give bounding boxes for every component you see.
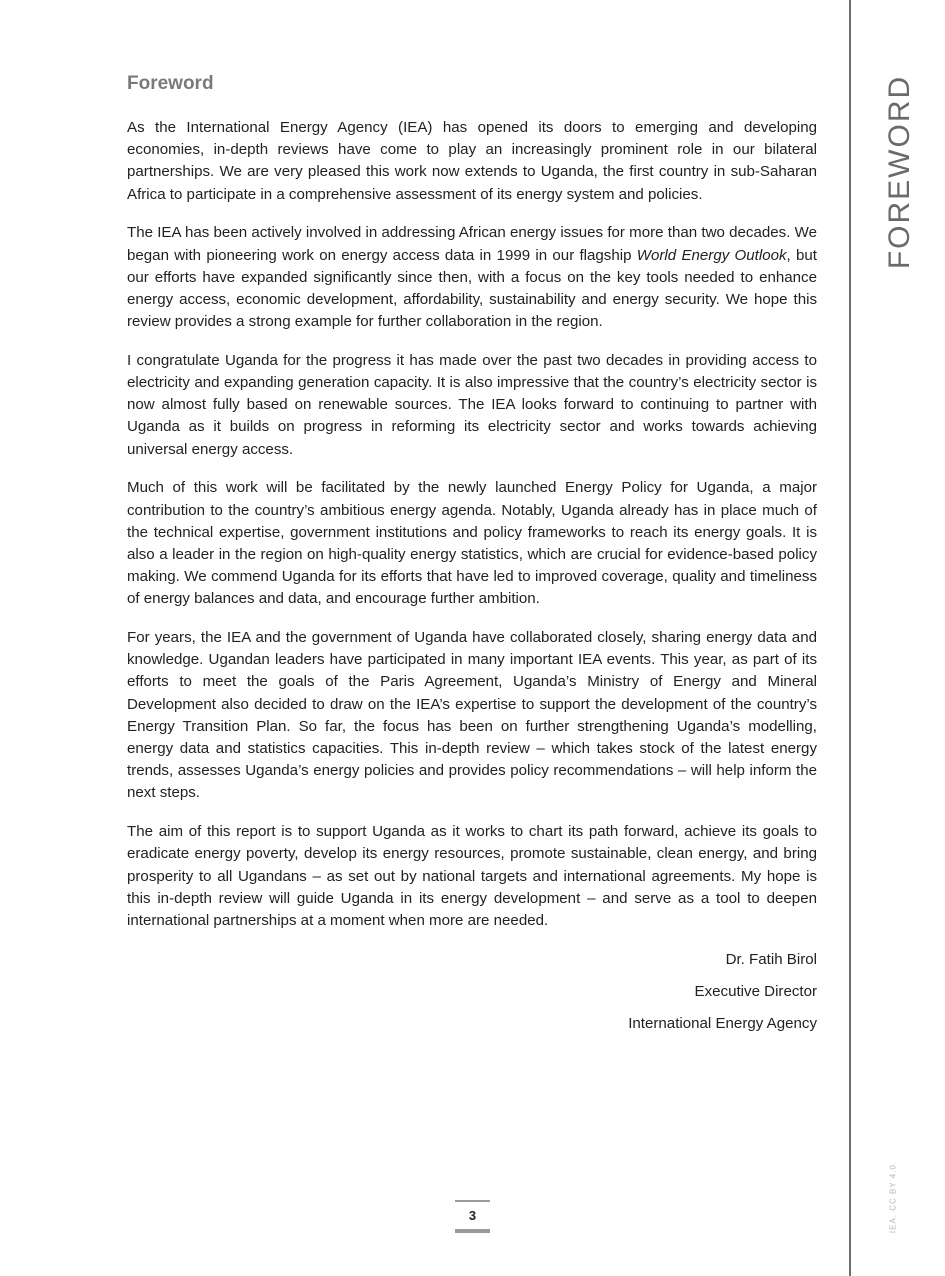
page-title: Foreword: [127, 73, 214, 94]
paragraph-5: For years, the IEA and the government of Uganda have collaborated closely, sharing energy data and knowledge. Ugandan leaders have participated in many important IEA events. This year, as part of its efforts to meet the goals of the Paris Agreement, Uganda’s Ministry of Energy and Mineral Development also decided to draw on the IEA’s expertise to support the development of the country’s Energy Transition Plan. So far, the focus has been on further strengthening Uganda’s modelling, energy data and statistics capacities. This in-depth review – which takes stock of the latest energy trends, assesses Uganda’s energy policies and provides policy recommendations – will help inform the next steps.: [127, 629, 817, 802]
signature-block: [127, 949, 817, 1035]
margin-divider: [849, 0, 851, 1276]
paragraph-6: The aim of this report is to support Uganda as it works to chart its path forward, achieve its goals to eradicate energy poverty, develop its energy resources, promote sustainable, clean energy, and bring prosperity to all Ugandans – as set out by national targets and international agreements. My hope is this in-depth review will guide Uganda in its energy development – and serve as a tool to deepen international partnerships at a moment when more are needed.: [127, 823, 817, 929]
page-number: 3: [455, 1200, 490, 1233]
signatory-organization: International Energy Agency: [628, 1014, 817, 1032]
section-side-title: FOREWORD: [883, 74, 916, 270]
paragraph-2-text-before: The IEA has been actively involved in addressing African energy issues for more than two decades. We began with pioneering work on energy access data in 1999 in our flagship: [127, 224, 817, 264]
signatory-role: Executive Director: [694, 982, 817, 1000]
paragraph-4: Much of this work will be facilitated by the newly launched Energy Policy for Uganda, a major contribution to the country’s ambitious energy agenda. Notably, Uganda already has in place much of the technical expertise, government institutions and policy frameworks to reach its energy goals. It is also a leader in the region on high-quality energy statistics, which are crucial for evidence-based policy making. We commend Uganda for its efforts that have led to improved coverage, quality and timeliness of energy balances and data, and encourage further ambition.: [127, 479, 817, 608]
paragraph-3: I congratulate Uganda for the progress it has made over the past two decades in providing access to electricity and expanding generation capacity. It is also impressive that the country’s electricity sector is now almost fully based on renewable sources. The IEA looks forward to continuing to partner with Uganda as it builds on progress in reforming its electricity sector and works towards achieving universal energy access.: [127, 351, 817, 458]
signatory-name: Dr. Fatih Birol: [725, 950, 817, 968]
paragraph-2: [127, 222, 817, 333]
paragraph-2-text-after: , but our efforts have expanded significantly since then, with a focus on the key tools needed to enhance energy access, economic development, affordability, sustainability and energy security. We hope this review provides a strong example for further collaboration in the region.: [127, 246, 817, 331]
publication-title: World Energy Outlook: [636, 246, 787, 264]
foreword-content: [127, 70, 817, 1045]
paragraph-1: As the International Energy Agency (IEA) has opened its doors to emerging and developing economies, in-depth reviews have come to play an increasingly prominent role in our bilateral partnerships. We are very pleased this work now extends to Uganda, the first country in sub-Saharan Africa to participate in a comprehensive assessment of its energy system and policies.: [127, 119, 817, 203]
license-notice: IEA. CC BY 4.0.: [888, 1160, 898, 1234]
